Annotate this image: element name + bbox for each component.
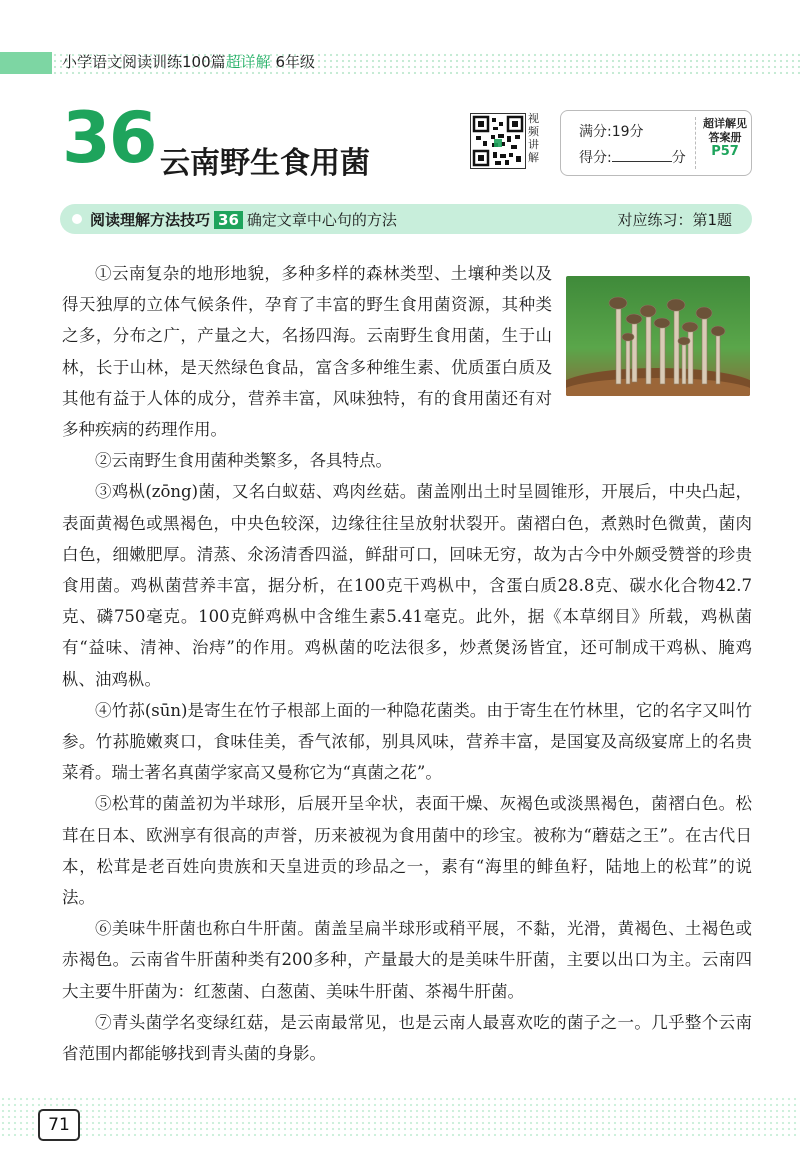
- paragraph-2: ②云南野生食用菌种类繁多，各具特点。: [95, 451, 392, 471]
- paragraph-4: ④竹荪(sūn)是寄生在竹子根部上面的一种隐花菌类。由于寄生在竹林里，它的名字又叫竹参。竹荪脆嫩爽口，食味佳美，香气浓郁，别具风味，营养丰富，是国宴及高级宴席上的名贵菜肴。瑞士著名真菌学家高又曼称它为“真菌之花”。: [62, 700, 752, 783]
- qr-code-icon[interactable]: [470, 113, 526, 169]
- earned-score: [579, 147, 686, 167]
- series-highlight: 超详解: [225, 53, 271, 71]
- earned-score-unit: 分: [671, 150, 686, 166]
- lesson-title: 云南野生食用菌: [160, 146, 370, 181]
- full-score: 满分:19分: [579, 124, 644, 140]
- paragraph-1: ①云南复杂的地形地貌，多种多样的森林类型、土壤种类以及得天独厚的立体气候条件，孕育了丰富的野生食用菌资源，其种类之多，分布之广，产量之大，名扬四海。云南野生食用菌，生于山林，长于山林，是天然绿色食品，富含多种维生素、优质蛋白质及其他有益于人体的成分，营养丰富，风味独特，有的食用菌还有对多种疾病的药理作用。: [62, 264, 552, 440]
- header-accent-bar: [0, 52, 52, 74]
- article-body: [62, 258, 752, 1069]
- practice-reference: 对应练习：第1题: [617, 211, 732, 229]
- grade-label: 6年级: [275, 53, 315, 71]
- score-box: [560, 110, 752, 176]
- answer-page: P57: [711, 144, 739, 159]
- paragraph-5: ⑤松茸的菌盖初为半球形，后展开呈伞状，表面干燥、灰褐色或淡黑褐色，菌褶白色。松茸在日本、欧洲享有很高的声誉，历来被视为食用菌中的珍宝。被称为“蘑菇之王”。在古代日本，松茸是老百姓向贵族和天皇进贡的珍品之一，素有“海里的鲱鱼籽，陆地上的松茸”的说法。: [62, 794, 752, 908]
- method-tip-badge: 36: [214, 211, 243, 229]
- qr-video-label: 视频讲解: [528, 112, 539, 164]
- page-number: 71: [38, 1109, 80, 1141]
- answer-label-2: 答案册: [708, 131, 742, 144]
- answer-reference: [699, 117, 751, 159]
- paragraph-3: ③鸡枞(zōng)菌，又名白蚁菇、鸡肉丝菇。菌盖刚出土时呈圆锥形，开展后，中央凸起，表面黄褐色或黑褐色，中央色较深，边缘往往呈放射状裂开。菌褶白色，煮熟时色微黄，菌肉白色，细嫩肥厚。清蒸、氽汤清香四溢，鲜甜可口，回味无穷，故为古今中外颇受赞誉的珍贵食用菌。鸡枞菌营养丰富，据分析，在100克干鸡枞中，含蛋白质28.8克、碳水化合物42.7克、磷750毫克。100克鲜鸡枞中含维生素5.41毫克。此外，据《本草纲目》所载，鸡枞菌有“益味、清神、治痔”的作用。鸡枞菌的吃法很多，炒煮煲汤皆宜，还可制成干鸡枞、腌鸡枞、油鸡枞。: [62, 482, 752, 689]
- method-tip-bar: [60, 204, 752, 234]
- lesson-number: 36: [62, 97, 156, 179]
- score-divider: [695, 117, 696, 169]
- method-tip-label: 阅读理解方法技巧: [90, 211, 211, 229]
- series-prefix: 小学语文阅读训练100篇: [62, 53, 226, 71]
- footer-dotted-band: [0, 1096, 800, 1136]
- series-title: [62, 51, 315, 72]
- answer-label-1: 超详解见: [703, 117, 747, 130]
- paragraph-7: ⑦青头菌学名变绿红菇，是云南最常见，也是云南人最喜欢吃的菌子之一。几乎整个云南省范围内都能够找到青头菌的身影。: [62, 1012, 752, 1064]
- earned-score-label: 得分:: [579, 150, 612, 166]
- method-tip-text: [90, 209, 397, 230]
- method-name: 确定文章中心句的方法: [246, 211, 397, 229]
- earned-score-blank[interactable]: [612, 149, 672, 162]
- paragraph-6: ⑥美味牛肝菌也称白牛肝菌。菌盖呈扁半球形或稍平展，不黏，光滑，黄褐色、土褐色或赤褐色。云南省牛肝菌种类有200多种，产量最大的是美味牛肝菌，主要以出口为主。云南四大主要牛肝菌为：红葱菌、白葱菌、美味牛肝菌、茶褐牛肝菌。: [62, 919, 752, 1001]
- bullet-icon: [72, 214, 82, 224]
